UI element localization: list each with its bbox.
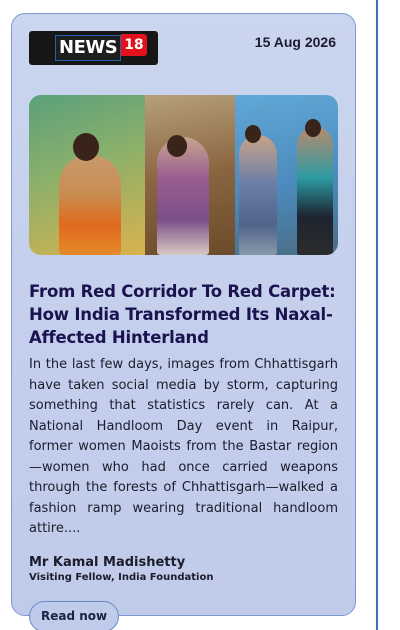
image-panel-2 <box>145 95 235 255</box>
read-now-button[interactable]: Read now <box>29 601 119 630</box>
article-image[interactable] <box>29 95 338 255</box>
news18-logo[interactable] <box>29 31 158 65</box>
page-divider <box>376 0 378 630</box>
article-date: 15 Aug 2026 <box>254 34 336 50</box>
author-name: Mr Kamal Madishetty <box>29 554 186 570</box>
image-panel-1 <box>29 95 145 255</box>
article-summary: In the last few days, images from Chhattisgarh have taken social media by storm, capturing something that statistics rarely can. At a National Handloom Day event in Raipur, former women Maoists from the Bastar region—women who had once carried weapons through the forests of Chhattisgarh—walked a fashion ramp wearing traditional handloom attire.... <box>29 357 338 536</box>
logo-badge: 18 <box>121 34 146 56</box>
article-card[interactable] <box>11 13 356 623</box>
author-role: Visiting Fellow, India Foundation <box>29 571 214 583</box>
logo-wordmark: NEWS <box>55 35 121 61</box>
card-header <box>29 31 338 67</box>
image-panel-3 <box>235 95 338 255</box>
article-headline[interactable]: From Red Corridor To Red Carpet: How India Transformed Its Naxal-Affected Hinterland <box>29 282 336 347</box>
